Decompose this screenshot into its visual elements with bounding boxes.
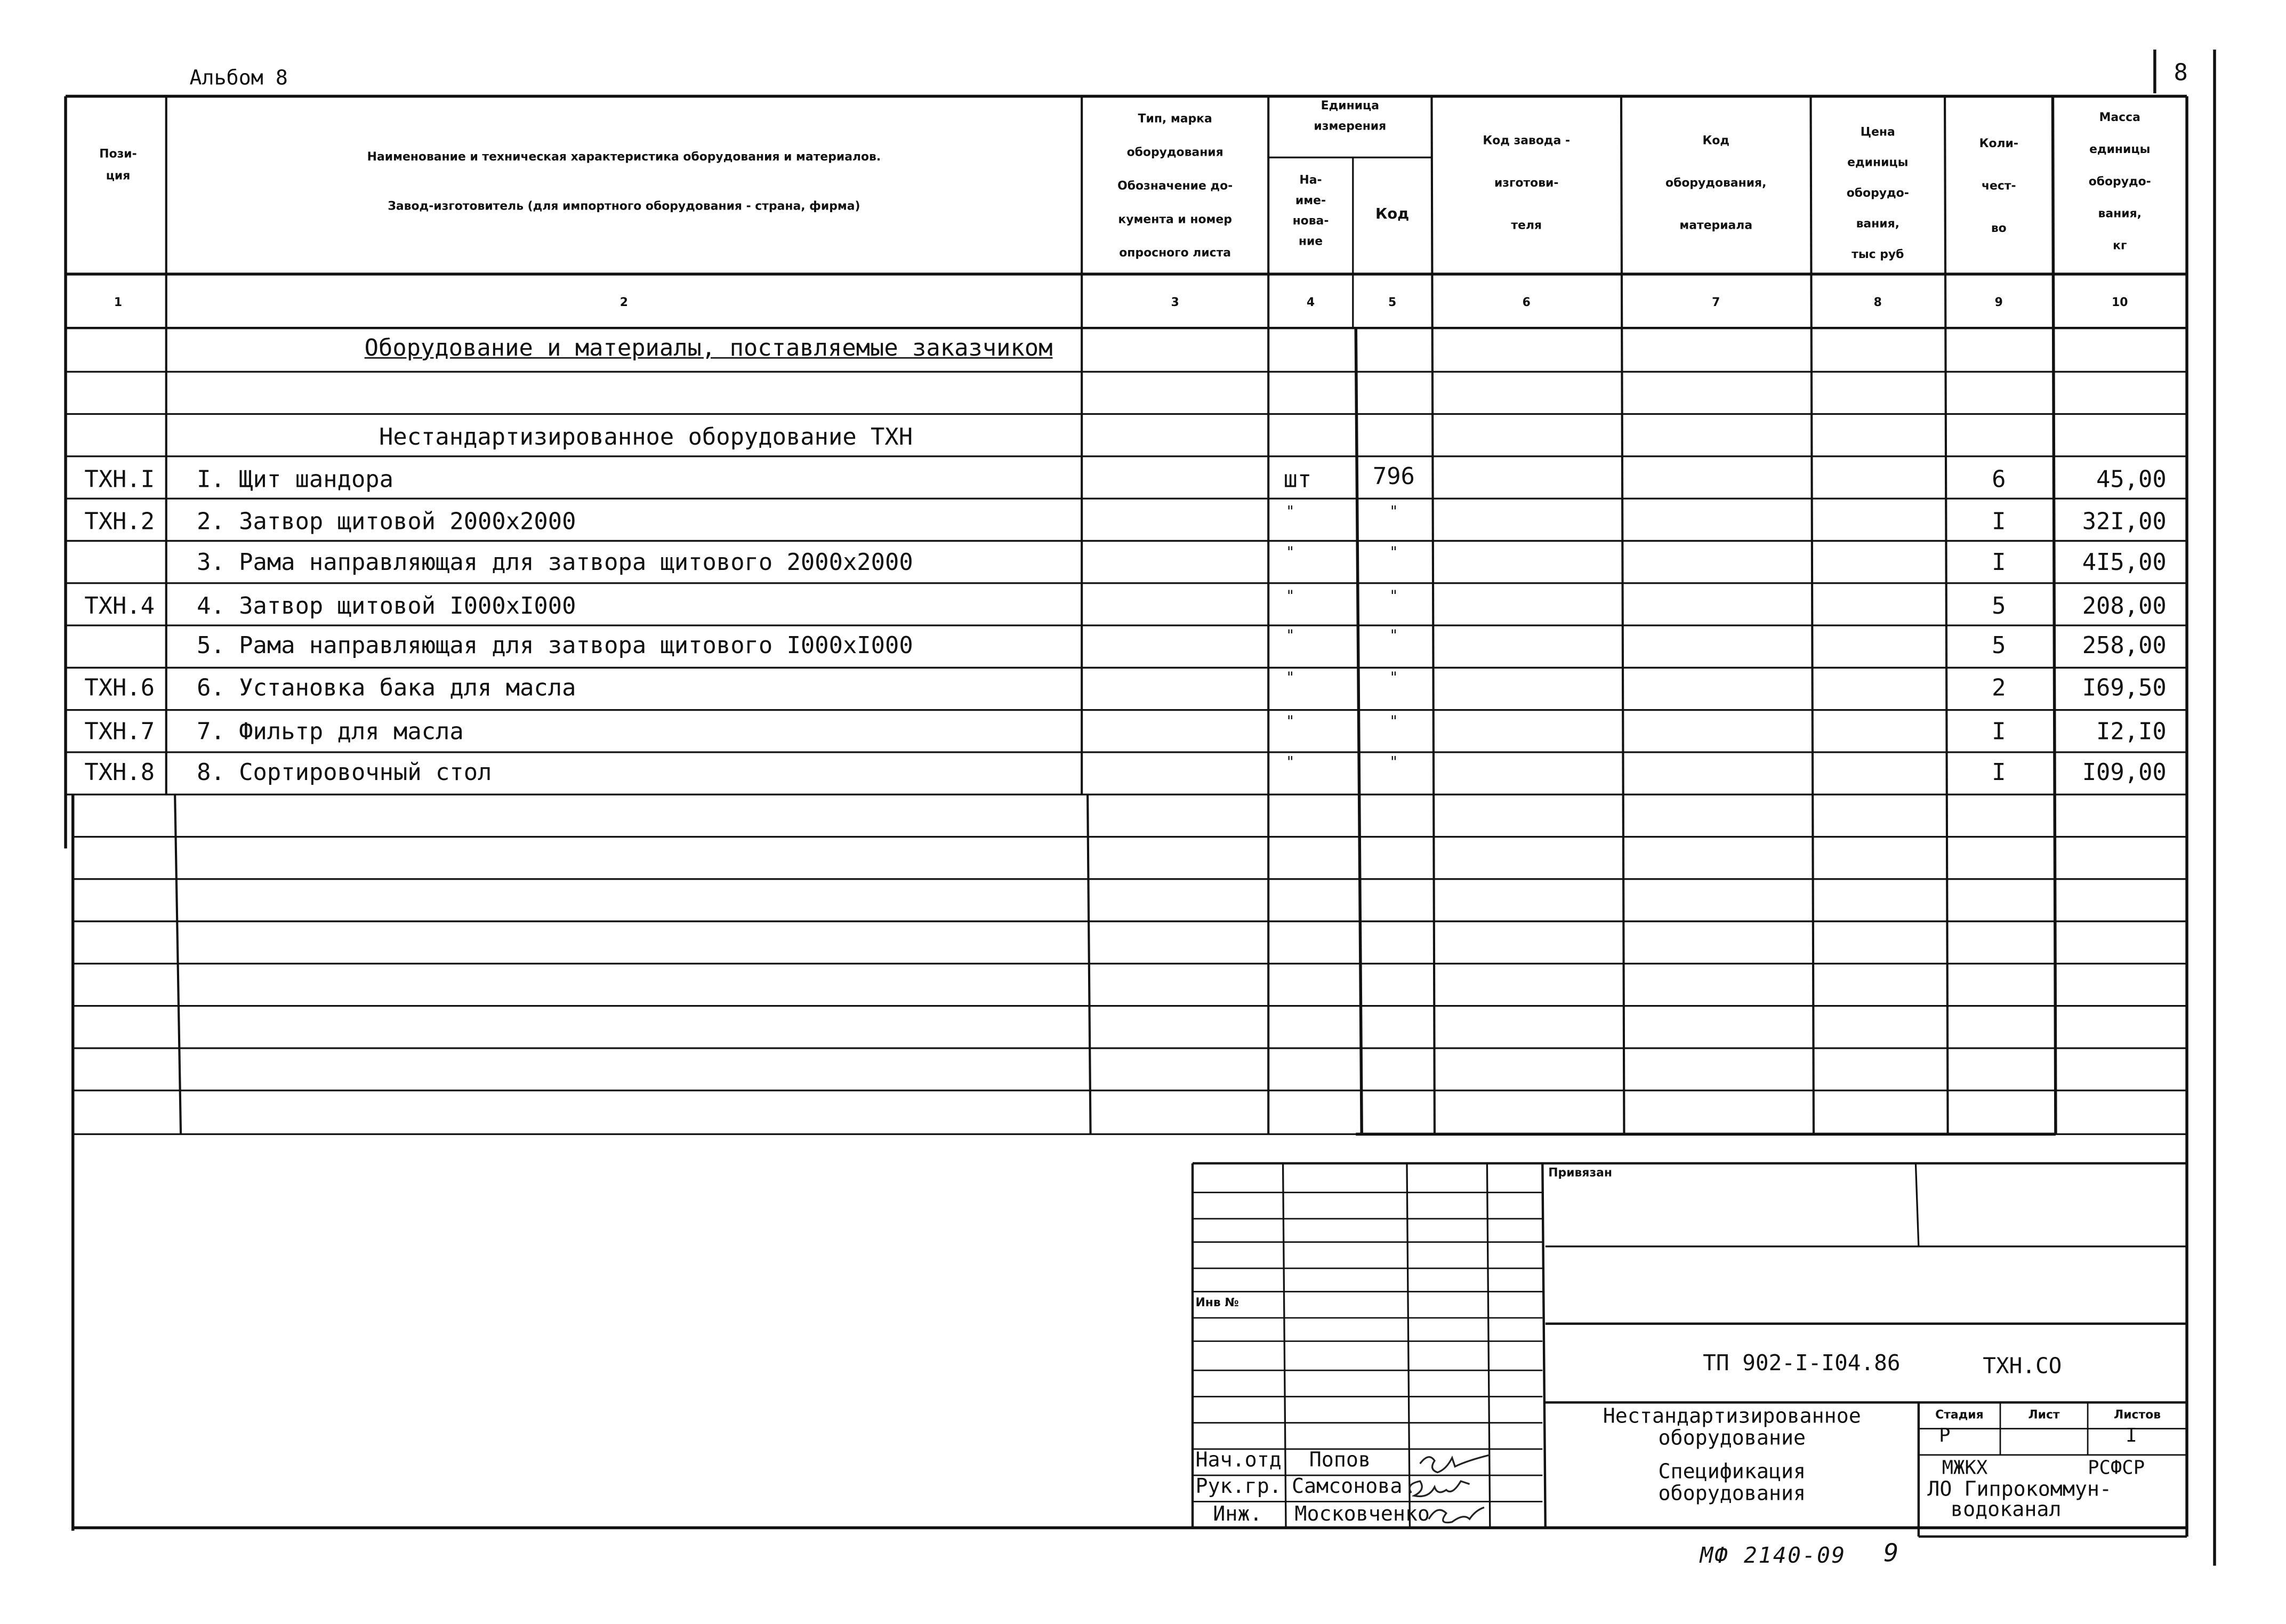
- header-unit: Единица измерения: [1314, 99, 1387, 133]
- footer-number: 9: [1883, 1539, 1899, 1569]
- row-3-qty: I: [1992, 548, 2006, 576]
- org-republic: РСФСР: [2088, 1458, 2145, 1480]
- col-number-8: 8: [1873, 296, 1882, 309]
- header-price: Цена единицы оборудо- вания, тыс руб: [1846, 125, 1909, 261]
- sheet-label: Лист: [2028, 1408, 2060, 1421]
- stamp-title-line4: оборудования: [1658, 1482, 1806, 1506]
- row-1-mass: 45,00: [2096, 465, 2167, 493]
- row-6-qty: 2: [1992, 673, 2006, 702]
- header-quantity: Коли- чест- во: [1979, 137, 2018, 235]
- role-engineer: Инж.: [1213, 1503, 1262, 1526]
- row-7-qty: I: [1992, 717, 2006, 745]
- row-2-position: ТХН.2: [84, 507, 155, 535]
- header-factory-code: Код завода - изготови- теля: [1483, 134, 1571, 232]
- row-6-mass: I69,50: [2082, 673, 2167, 702]
- stage-label: Стадия: [1935, 1408, 1984, 1421]
- stamp-title-line1: Нестандартизированное: [1603, 1405, 1861, 1429]
- row-2-mass: 32I,00: [2082, 507, 2167, 535]
- row-1-unit: шт: [1283, 465, 1312, 493]
- row-2-code: ": [1389, 504, 1398, 521]
- name-engineer: Московченко: [1294, 1503, 1430, 1526]
- privyazan-label: Привязан: [1548, 1166, 1613, 1180]
- row-4-code: ": [1389, 589, 1398, 605]
- row-2-unit: ": [1285, 504, 1295, 521]
- org-name-line1: ЛО Гипрокоммун-: [1927, 1478, 2112, 1502]
- header-name-line1: Наименование и техническая характеристика оборудования и материалов.: [367, 150, 881, 164]
- document-code: ТП 902-I-I04.86: [1703, 1349, 1901, 1377]
- row-4-unit: ": [1285, 589, 1295, 605]
- col-number-9: 9: [1994, 296, 2003, 309]
- sheets-value: I: [2126, 1426, 2137, 1448]
- row-6-name: 6. Установка бака для масла: [197, 673, 576, 702]
- row-4-position: ТХН.4: [84, 592, 155, 620]
- header-position: Пози- ция: [99, 147, 137, 183]
- header-unit-name: На- име- нова- ние: [1292, 173, 1329, 248]
- row-8-mass: I09,00: [2082, 758, 2167, 786]
- col-number-4: 4: [1306, 296, 1315, 309]
- row-3-code: ": [1389, 545, 1398, 561]
- col-number-6: 6: [1522, 296, 1531, 309]
- row-6-position: ТХН.6: [84, 673, 155, 702]
- row-8-qty: I: [1992, 758, 2006, 786]
- stamp-title-line3: Спецификация: [1658, 1460, 1806, 1484]
- row-5-code: ": [1389, 628, 1398, 645]
- org-name-line2: водоканал: [1951, 1498, 2062, 1522]
- row-8-unit: ": [1285, 755, 1295, 771]
- header-name-line2: Завод-изготовитель (для импортного оборудования - страна, фирма): [388, 199, 860, 213]
- row-7-name: 7. Фильтр для масла: [197, 717, 464, 745]
- header-mass: Масса единицы оборудо- вания, кг: [2088, 110, 2151, 253]
- page-number: 8: [2174, 58, 2188, 86]
- name-group-lead: Самсонова: [1291, 1475, 1403, 1499]
- role-group-lead: Рук.гр.: [1195, 1475, 1282, 1499]
- row-7-unit: ": [1285, 714, 1295, 730]
- header-equipment-code: Код оборудования, материала: [1665, 134, 1767, 232]
- signatures: [1399, 1443, 1516, 1531]
- row-4-name: 4. Затвор щитовой I000хI000: [197, 592, 576, 620]
- row-2-name: 2. Затвор щитовой 2000х2000: [197, 507, 576, 535]
- col-number-1: 1: [114, 296, 123, 309]
- stage-value: Р: [1939, 1426, 1951, 1448]
- section-title: Оборудование и материалы, поставляемые заказчиком: [364, 334, 1053, 362]
- row-7-position: ТХН.7: [84, 717, 155, 745]
- row-5-unit: ": [1285, 628, 1295, 645]
- org-ministry: МЖКХ: [1942, 1458, 1988, 1480]
- row-6-code: ": [1389, 670, 1398, 687]
- row-7-mass: I2,I0: [2096, 717, 2167, 745]
- row-7-code: ": [1389, 714, 1398, 730]
- stamp-title-line2: оборудование: [1658, 1427, 1806, 1451]
- col-number-5: 5: [1388, 296, 1397, 309]
- row-5-mass: 258,00: [2082, 631, 2167, 659]
- footer-code: МФ 2140-09: [1700, 1542, 1846, 1569]
- col-number-2: 2: [619, 296, 629, 309]
- row-4-mass: 208,00: [2082, 592, 2167, 620]
- sheets-label: Листов: [2114, 1408, 2161, 1421]
- role-head: Нач.отд: [1195, 1449, 1282, 1473]
- row-1-position: ТХН.I: [84, 465, 155, 493]
- header-unit-code: Код: [1375, 207, 1410, 223]
- row-4-qty: 5: [1992, 592, 2006, 620]
- row-1-name: I. Щит шандора: [197, 465, 393, 493]
- row-1-qty: 6: [1992, 465, 2006, 493]
- row-3-unit: ": [1285, 545, 1295, 561]
- name-head: Попов: [1309, 1449, 1371, 1473]
- row-3-mass: 4I5,00: [2082, 548, 2167, 576]
- col-number-10: 10: [2111, 296, 2128, 309]
- row-5-qty: 5: [1992, 631, 2006, 659]
- col-number-3: 3: [1171, 296, 1179, 309]
- row-2-qty: I: [1992, 507, 2006, 535]
- document-mark: ТХН.СО: [1983, 1353, 2062, 1379]
- row-6-unit: ": [1285, 670, 1295, 687]
- row-5-name: 5. Рама направляющая для затвора щитового I000хI000: [197, 631, 913, 659]
- header-type: Тип, марка оборудования Обозначение до- кумента и номер опросного листа: [1117, 112, 1233, 260]
- col-number-7: 7: [1712, 296, 1720, 309]
- row-8-code: ": [1389, 755, 1398, 771]
- row-8-position: ТХН.8: [84, 758, 155, 786]
- subsection-title: Нестандартизированное оборудование ТХН: [379, 422, 913, 451]
- row-3-name: 3. Рама направляющая для затвора щитового 2000х2000: [197, 548, 913, 576]
- row-1-code: 796: [1372, 462, 1415, 490]
- album-label: Альбом 8: [189, 67, 288, 91]
- row-8-name: 8. Сортировочный стол: [197, 758, 492, 786]
- inv-no-label: Инв №: [1195, 1296, 1239, 1309]
